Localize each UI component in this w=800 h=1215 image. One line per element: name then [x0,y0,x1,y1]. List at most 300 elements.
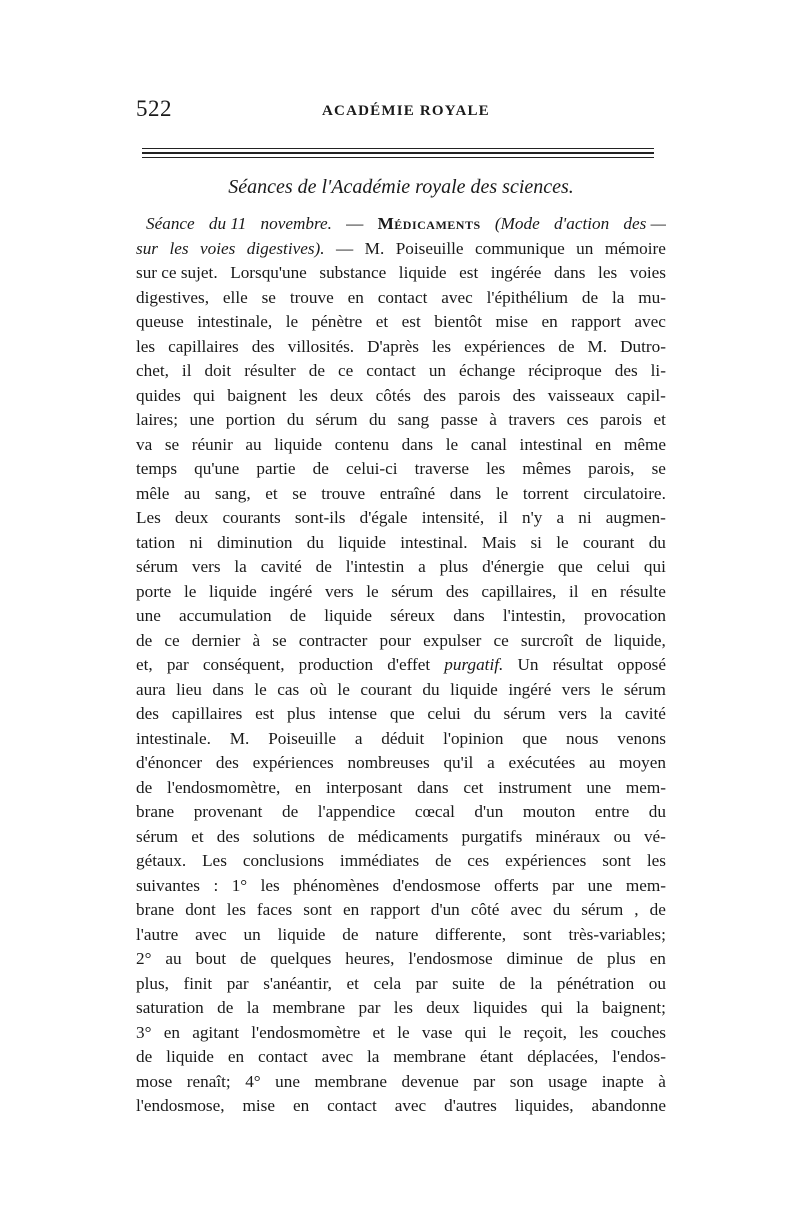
word: canal [470,434,507,454]
word: même [623,434,666,454]
word: sang [397,410,430,429]
text-line [136,384,666,409]
word: son [509,1071,534,1091]
word: du [648,532,666,552]
word: entre [594,802,630,821]
word: augmen- [605,508,666,527]
word: finit [183,973,213,993]
word: l'autre [136,924,179,944]
word: où [309,679,327,699]
text-line [136,359,666,384]
word: l'endosmomètre [251,1022,361,1042]
word: : [213,875,219,895]
word: sérum [315,410,358,429]
word: en [595,434,612,454]
word: une [275,1071,300,1091]
word: par [358,998,381,1017]
word: le [254,679,267,699]
word: liquide [274,434,322,454]
word: l'intestin [345,557,405,576]
word: le [183,581,197,601]
word: heures, [345,949,395,968]
word: nombreuses [347,753,430,772]
word: qu'une [194,459,240,478]
word: expulser [423,630,482,650]
text-line [136,653,666,678]
word: vase [421,1022,453,1042]
word: le [285,312,299,331]
word: Poiseuille [395,238,464,258]
word: mem- [625,875,666,895]
word: courants [222,508,281,527]
word: diminue [506,949,563,968]
word: diminution [217,532,293,552]
word: cet [463,777,484,797]
word: et [372,1022,385,1042]
word: liquide [208,581,257,601]
word: déplacées, [527,1047,599,1066]
word: à [252,630,261,650]
word: cela [373,973,402,993]
word: de [281,802,299,821]
word: une [586,777,612,797]
word: n'y [522,508,543,527]
text-line [136,874,666,899]
word: du [422,679,440,699]
word: sérum [581,900,624,919]
word: se [272,630,287,650]
word: cavité [624,704,666,723]
word: les [226,900,246,919]
word: queuse [136,312,184,331]
word: courant [360,679,412,699]
text-line [136,310,666,335]
word: temps [136,459,178,478]
word: en [163,1022,180,1042]
word: deux [330,385,364,405]
word: résulter [244,361,296,380]
word: li- [650,361,666,380]
page-number: 522 [136,96,172,121]
word: mise [242,1096,275,1115]
word: au [245,434,262,454]
word: en [541,312,558,331]
text-line [136,825,666,850]
word: les [260,875,280,895]
word: sont [522,924,552,944]
word: deux [174,508,209,527]
text-line [136,580,666,605]
word: la [529,973,543,993]
word: intense [328,704,378,723]
word: (Mode [494,214,540,233]
word: de [499,973,516,993]
word: contact [258,1047,308,1066]
word: sur ce sujet. [136,263,218,282]
word: dans [212,679,244,699]
word: de [581,287,599,307]
word: a [354,728,363,748]
word: l'épithélium [486,287,568,307]
text-line [136,457,666,482]
word: entraîné [379,483,436,503]
text-line [136,604,666,629]
word: d'énergie [482,557,545,576]
word: par [552,875,575,895]
word: si [530,532,542,552]
text-line [136,1021,666,1046]
word: pénétration [556,973,635,993]
word: phénomènes [293,875,380,895]
word: reçoit, [523,1022,567,1042]
word: 2° [136,949,152,968]
word: accumulation [179,606,272,625]
word: du 11 [208,214,247,233]
word: solutions [252,826,315,846]
word: des [216,826,240,846]
word: parois, [588,459,635,478]
word: qui [464,1022,487,1042]
word: les [169,238,189,258]
word: du [648,802,666,821]
word: qui [643,557,666,576]
word: purgatif. [444,655,504,674]
word: elle [222,287,248,307]
word: ou [648,973,666,993]
word: Lorsqu'une [230,263,307,282]
word: des [512,385,536,405]
word: — [336,238,354,258]
word: très-variables; [568,924,666,944]
word: une [587,875,613,895]
word: dans [417,777,449,797]
word: plus [286,704,316,723]
word: minéraux [535,826,601,846]
word: un [576,238,594,258]
word: partie [256,459,296,478]
word: la [246,998,260,1017]
word: cavité [260,557,302,576]
word: l'appendice [317,802,396,821]
word: s'anéantir, [263,973,332,993]
word: laires; [136,410,178,429]
word: expériences [252,753,334,772]
word: plus [439,557,469,576]
word: digestives). [246,238,325,258]
word: liquide [398,263,447,282]
word: deux [426,998,460,1017]
word: Mais [481,532,517,552]
word: a [418,557,426,576]
word: moyen [619,753,666,772]
word: avec [195,924,227,944]
word: les [136,336,156,356]
word: dans [553,263,586,282]
word: de [649,900,666,919]
word: expériences [505,851,587,870]
word: sérum [136,826,179,846]
word: et [191,826,204,846]
word: au [165,949,182,968]
word: les [598,263,618,282]
word: pour [379,630,412,650]
word: expériences [464,336,546,356]
word: du [553,900,571,919]
word: se [292,483,307,503]
word: dans [401,434,434,454]
word: 1° [231,875,248,895]
word: d'effet [387,655,431,674]
word: à [489,410,497,429]
word: M. [229,728,250,748]
word: liquide [166,1047,214,1066]
word: tation [136,532,176,552]
word: surcroît [520,630,574,650]
word: l'opinion [443,728,504,748]
word: des — [623,214,666,233]
word: du [473,704,491,723]
word: capil- [626,385,666,405]
text-line [136,1045,666,1070]
word: sont [303,900,332,919]
word: échange [458,361,516,380]
word: par [226,973,249,993]
word: couches [610,1022,666,1042]
word: contenu [334,434,389,454]
word: quides [136,385,181,405]
word: des [251,336,275,356]
word: mémoire [604,238,666,258]
word: inapte [601,1071,644,1091]
word: parois [599,410,642,429]
word: rapport [571,312,621,331]
word: substance [319,263,387,282]
word: les [298,385,318,405]
text-line [136,751,666,776]
word: que [557,557,583,576]
word: ni [189,532,203,552]
word: nous [565,728,599,748]
word: ni [578,508,592,527]
word: liquides, [514,1096,574,1115]
word: par [473,1071,496,1091]
word: l'intestin, [502,606,566,625]
word: est [255,704,275,723]
word: de [435,851,452,870]
word: d'action [553,214,610,233]
word: trouve [289,287,334,307]
word: de [136,630,153,650]
word: renaît; [186,1071,231,1091]
running-head: ACADÉMIE ROYALE [322,103,490,119]
word: vers [561,679,591,699]
word: torrent [522,483,569,503]
word: au [184,483,201,503]
word: dans [453,606,485,625]
word: liquide, [613,630,666,650]
word: liquide [450,679,498,699]
word: sur [136,238,158,258]
page-header [136,96,666,126]
word: rapport [370,900,420,919]
word: par [415,973,438,993]
word: la [576,998,589,1017]
word: venons [617,728,666,748]
word: sérum [503,704,546,723]
word: l'endosmose [408,949,493,968]
word: travers [508,410,556,429]
word: un [243,924,261,944]
word: réunir [191,434,233,454]
word: baignent; [602,998,666,1017]
text-line [136,1094,666,1119]
word: va [136,434,153,454]
word: vaisseaux [547,385,615,405]
text-line [136,1070,666,1095]
text-line [136,898,666,923]
word: et [375,312,389,331]
word: la [367,1047,380,1066]
word: en [295,777,312,797]
word: réciproque [528,361,602,380]
word: avec [634,312,666,331]
word: Les [202,851,227,870]
word: membrane [272,998,346,1017]
word: dont [185,900,216,919]
word: des [136,704,159,723]
word: que [522,728,548,748]
word: ces [566,410,589,429]
word: ce [493,630,509,650]
word: ce [164,630,180,650]
word: Poiseuille [268,728,336,748]
word: est [401,312,421,331]
word: chet, [136,361,169,380]
word: se [651,459,666,478]
word: résultat [552,655,604,674]
word: les [646,851,666,870]
word: cœcal [414,802,455,821]
text-line [136,506,666,531]
word: contact [327,1096,377,1115]
word: de [315,557,332,576]
word: Médicaments [377,214,481,233]
word: liquide [338,532,386,552]
word: parois [458,385,501,405]
text-line [136,335,666,360]
word: conclusions [242,851,324,870]
word: il [568,581,579,601]
word: instrument [498,777,572,797]
word: ingéré [269,581,313,601]
word: liquide [324,606,372,625]
header-rule-top [142,148,654,149]
word: suite [452,973,485,993]
word: brane [136,900,175,919]
word: d'égale [359,508,408,527]
text-line [136,923,666,948]
word: et, [136,655,153,674]
word: des [423,385,447,405]
text-line [136,433,666,458]
word: qui [193,385,216,405]
word: immédiates [339,851,420,870]
word: de [289,606,307,625]
word: intestinale, [197,312,273,331]
word: suivantes [136,875,200,895]
word: provocation [583,606,666,625]
word: les [431,336,452,356]
word: offerts [494,875,539,895]
word: a [487,753,495,772]
word: usage [548,1071,588,1091]
word: contact [366,361,416,380]
word: vers [324,581,354,601]
word: ou [613,826,631,846]
text-line [136,947,666,972]
header-rule-bottom [142,157,654,158]
word: sont [602,851,631,870]
word: interposant [325,777,403,797]
word: intensité, [421,508,485,527]
word: purgatifs [461,826,523,846]
word: capillaires [171,704,243,723]
word: médicaments [357,826,449,846]
word: une [189,410,215,429]
word: 3° [136,1022,152,1042]
word: — [346,214,364,233]
word: se [261,287,276,307]
text-line [136,261,666,286]
word: dans [449,483,482,503]
word: baignent [227,385,287,405]
word: avec [441,287,473,307]
word: se [164,434,180,454]
word: et [265,483,278,503]
word: sont-ils [294,508,346,527]
word: Dutro- [620,336,666,356]
word: ces [467,851,490,870]
word: novembre. [260,214,332,233]
word: production [298,655,374,674]
word: conséquent, [202,655,285,674]
word: provenant [193,802,263,821]
word: digestives, [136,287,210,307]
word: pénètre [311,312,363,331]
word: portion [225,410,276,429]
word: côtés [375,385,411,405]
word: cas [277,679,300,699]
word: résulte [620,581,666,601]
word: avec [321,1047,354,1066]
text-line [136,408,666,433]
word: brane [136,802,175,821]
word: il [498,508,508,527]
word: celui [427,704,461,723]
word: dernier [191,630,241,650]
word: celui-ci [345,459,398,478]
word: un [428,361,446,380]
word: que [389,704,415,723]
word: capillaires [168,336,239,356]
word: sérum [623,679,666,699]
word: en [292,1096,310,1115]
word: bout [195,949,227,968]
word: sang, [214,483,251,503]
word: à [658,1071,666,1091]
word: d'un [430,900,460,919]
word: Les [136,508,161,527]
